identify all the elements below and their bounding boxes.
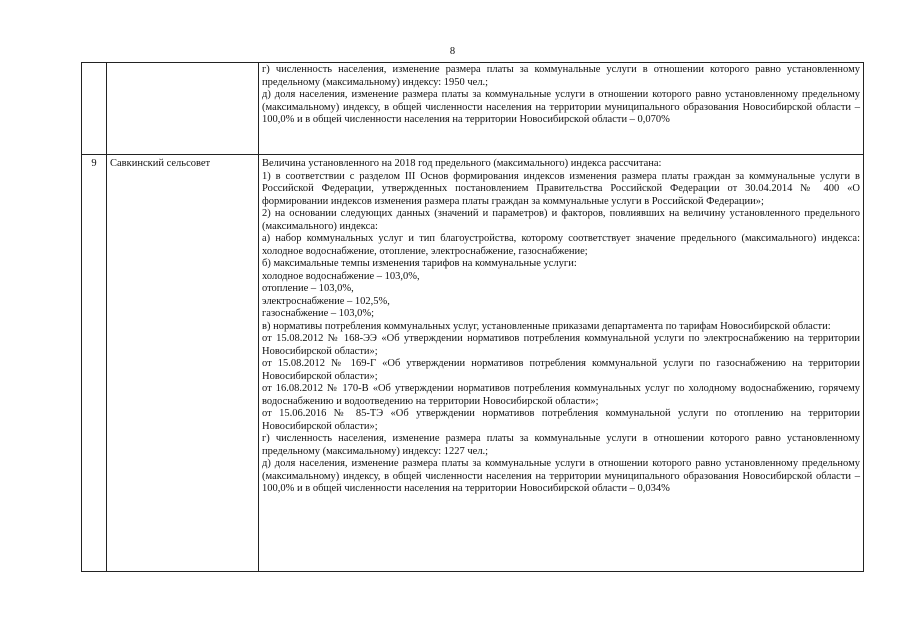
index-description-cell — [259, 155, 864, 572]
page-number: 8 — [449, 46, 456, 57]
municipality-name-cell: Савкинский сельсовет — [107, 155, 259, 572]
description-paragraph: холодное водоснабжение – 103,0%, — [262, 270, 420, 282]
description-paragraph: от 16.08.2012 № 170-В «Об утверждении нормативов потребления коммунальных услуг по холодному водоснабжению, горячему водоснабжению и водоотведению на территории Новосибирской области»; — [262, 383, 860, 407]
description-paragraph: 2) на основании следующих данных (значений и параметров) и факторов, повлиявших на величину установленного предельного (максимального) индекса: — [262, 208, 860, 232]
description-paragraph: д) доля населения, изменение размера платы за коммунальные услуги в отношении которого равно установленному предельному (максимальному) индексу, в общей численности населения на территории муниципального образования Новосибирской области – 100,0% и в общей численности населения на территории Новосибирской области – 0,034% — [262, 458, 860, 494]
description-paragraph: от 15.08.2012 № 168-ЭЭ «Об утверждении нормативов потребления коммунальной услуги по электроснабжению на территории Новосибирской области»; — [262, 333, 860, 357]
description-paragraph: отопление – 103,0%, — [262, 283, 354, 294]
description-paragraph: б) максимальные темпы изменения тарифов на коммунальные услуги: — [262, 258, 577, 269]
description-paragraph: электроснабжение – 102,5%, — [262, 295, 390, 307]
description-paragraph: газоснабжение – 103,0%; — [262, 308, 375, 319]
description-paragraph: г) численность населения, изменение размера платы за коммунальные услуги в отношении которого равно установленному предельному (максимальному) индексу: 1950 чел.; — [262, 64, 860, 88]
table-row — [82, 63, 864, 155]
index-description-cell — [259, 63, 864, 155]
municipality-index-table — [81, 62, 864, 572]
municipality-name-cell — [107, 63, 259, 155]
description-paragraph: в) нормативы потребления коммунальных услуг, установленные приказами департамента по тарифам Новосибирской области: — [262, 320, 831, 332]
description-paragraph: д) доля населения, изменение размера платы за коммунальные услуги в отношении которого равно установленному предельному (максимальному) индексу, в общей численности населения на территории муниципального образования Новосибирской области – 100,0% и в общей численности населения на территории Новосибирской области – 0,070% — [262, 89, 860, 125]
description-paragraph: от 15.08.2012 № 169-Г «Об утверждении нормативов потребления коммунальной услуги по газоснабжению на территории Новосибирской области»; — [262, 358, 860, 382]
description-paragraph: от 15.06.2016 № 85-ТЭ «Об утверждении нормативов потребления коммунальной услуги по отоплению на территории Новосибирской области»; — [262, 408, 860, 432]
description-paragraph: Величина установленного на 2018 год предельного (максимального) индекса рассчитана: — [262, 158, 662, 169]
table-row — [82, 155, 864, 572]
description-paragraph: 1) в соответствии с разделом III Основ формирования индексов изменения размера платы граждан за коммунальные услуги в Российской Федерации, утвержденных постановлением Правительства Российской Федерации от 30.04.2014 № 400 «О формировании индексов изменения размера платы граждан за коммунальные услуги в Российской Федерации»; — [262, 170, 860, 207]
row-number-cell: 9 — [82, 155, 107, 572]
row-number-cell — [82, 63, 107, 155]
description-paragraph: а) набор коммунальных услуг и тип благоустройства, которому соответствует значение предельного (максимального) индекса: холодное водоснабжение, отопление, электроснабжение, газоснабжение; — [262, 233, 860, 257]
description-paragraph: г) численность населения, изменение размера платы за коммунальные услуги в отношении которого равно установленному предельному (максимальному) индексу: 1227 чел.; — [262, 433, 860, 457]
